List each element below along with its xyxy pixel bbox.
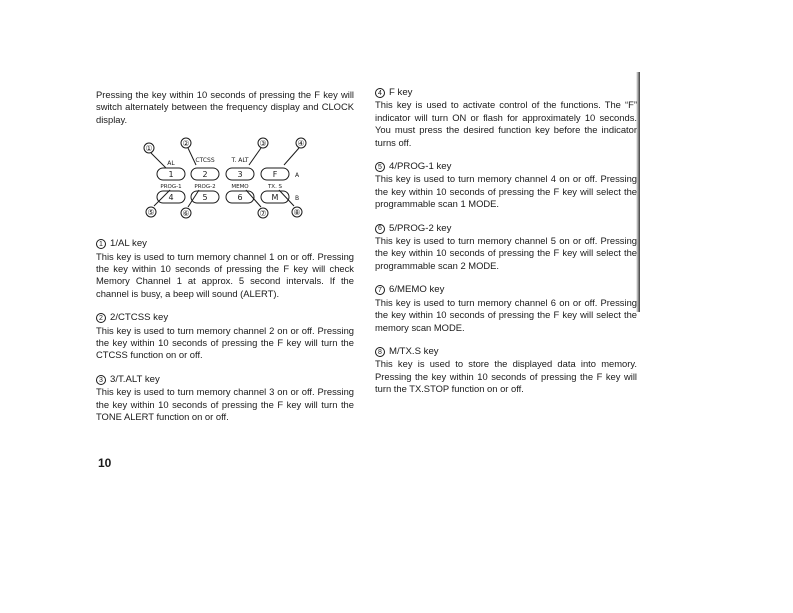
section-body: This key is used to store the displayed data into memory. Pressing the key within 10 seconds of pressing the F key will turn the TX.STOP function on or off. — [375, 358, 637, 395]
section-body: This key is used to turn memory channel 2 on or off. Pressing the key within 10 seconds of pressing the F key will turn the CTCSS function on or off. — [96, 324, 354, 361]
section-body: This key is used to turn memory channel 3 on or off. Pressing the key within 10 seconds of pressing the F key will turn the TONE ALERT function on or off. — [96, 386, 354, 423]
section-8-tx-s-key — [375, 346, 637, 396]
callout-number: 7 — [375, 285, 385, 295]
section-5-prog-1-key — [375, 161, 637, 211]
section-heading — [375, 284, 637, 296]
section-4-f-key — [375, 87, 637, 149]
section-heading — [375, 223, 637, 235]
side-label-b: B — [294, 195, 300, 203]
callout-8: ⑧ — [293, 208, 301, 218]
section-heading — [375, 161, 637, 173]
callout-3: ③ — [259, 139, 267, 149]
section-body: This key is used to activate control of the functions. The “F” indicator will turn ON or flash for approximately 10 seconds. You must press the desired function key before the indicator turns off. — [375, 99, 637, 148]
label-al: AL — [167, 160, 175, 168]
label-tx-s: TX. S — [267, 184, 283, 191]
section-body: This key is used to turn memory channel 5 on or off. Pressing the key within 10 seconds of pressing the F key will select the programmable scan 2 MODE. — [375, 235, 637, 271]
section-heading — [96, 312, 354, 324]
callout-5: ⑤ — [147, 208, 155, 218]
section-1-al-key — [96, 238, 354, 300]
callout-number: 2 — [96, 313, 106, 323]
section-title: 1/AL key — [110, 238, 147, 250]
callout-7: ⑦ — [259, 209, 267, 219]
callout-number: 8 — [375, 347, 385, 357]
callout-2: ② — [182, 139, 190, 149]
label-t-alt: T. ALT — [231, 157, 249, 165]
section-body: This key is used to turn memory channel 6 on or off. Pressing the key within 10 seconds of pressing the F key will select the memory scan MODE. — [375, 296, 637, 333]
section-title: M/TX.S key — [389, 345, 439, 357]
key-4: 4 — [168, 193, 174, 203]
section-7-memo-key — [375, 284, 637, 334]
key-m: M — [271, 193, 279, 203]
callout-number: 5 — [375, 162, 385, 172]
label-ctcss: CTCSS — [195, 157, 215, 165]
section-6-prog-2-key — [375, 223, 637, 273]
section-heading — [375, 87, 637, 99]
section-title: 6/MEMO key — [389, 284, 445, 296]
callout-number: 4 — [375, 88, 385, 98]
page-number: 10 — [98, 456, 112, 470]
key-f: F — [272, 170, 278, 180]
section-title: F key — [389, 87, 413, 98]
section-heading — [375, 346, 637, 358]
callout-1: ① — [145, 144, 153, 154]
intro-paragraph: Pressing the key within 10 seconds of pressing the F key will switch alternately between the frequency display and CLOCK display. — [96, 89, 354, 125]
section-title: 5/PROG-2 key — [389, 222, 452, 234]
section-3-t-alt-key — [96, 374, 354, 424]
section-body: This key is used to turn memory channel 4 on or off. Pressing the key within 10 seconds of pressing the F key will select the programmable scan 1 MODE. — [375, 173, 637, 210]
section-title: 2/CTCSS key — [110, 312, 169, 324]
side-label-a: A — [294, 172, 300, 180]
label-memo: MEMO — [231, 184, 249, 191]
label-prog-1: PROG-1 — [160, 184, 182, 191]
left-column — [96, 89, 354, 436]
label-prog-2: PROG-2 — [194, 184, 216, 191]
callout-number: 6 — [375, 224, 385, 234]
key-5: 5 — [202, 193, 208, 203]
section-2-ctcss-key — [96, 312, 354, 362]
key-2: 2 — [202, 170, 208, 180]
keypad-diagram — [96, 134, 354, 226]
section-heading — [96, 374, 354, 386]
callout-4: ④ — [297, 139, 305, 149]
section-title: 3/T.ALT key — [110, 373, 160, 385]
section-body: This key is used to turn memory channel 1 on or off. Pressing the key within 10 seconds of pressing the F key will check Memory Channel 1 at approx. 5 second intervals. If the channel is busy, a beep will sound (ALERT). — [96, 250, 354, 299]
key-6: 6 — [237, 193, 243, 203]
callout-number: 3 — [96, 375, 106, 385]
key-1: 1 — [168, 170, 174, 180]
callout-number: 1 — [96, 239, 106, 249]
callout-6: ⑥ — [182, 209, 190, 219]
key-3: 3 — [237, 170, 243, 180]
section-title: 4/PROG-1 key — [389, 161, 452, 173]
right-column — [375, 87, 637, 408]
section-heading — [96, 238, 354, 250]
